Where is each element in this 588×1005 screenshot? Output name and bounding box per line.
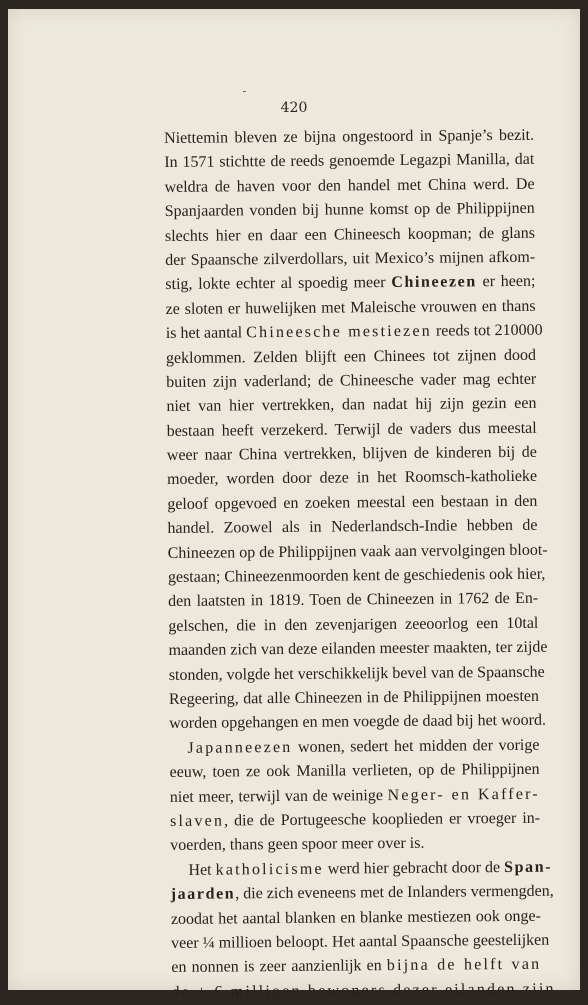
text-line xyxy=(170,758,540,786)
text-segment: Chineezen op de Philippijnen vaak aan vervolgingen bloot- xyxy=(167,541,548,562)
text-segment: veer ¼ millioen beloopt. Het aantal Spaansche geestelijken xyxy=(171,931,550,952)
text-segment: is het aantal xyxy=(165,324,247,343)
emphasized-text: Neger- en Kaffer- xyxy=(387,785,540,804)
text-line xyxy=(167,563,546,591)
text-segment: weldra de haven voor den handel met China werd. De xyxy=(164,175,535,196)
text-line xyxy=(165,294,535,322)
text-line xyxy=(165,270,535,298)
text-line xyxy=(168,660,545,688)
text-line xyxy=(170,855,553,883)
text-segment: der Spaansche zilverdollars, uit Mexico’s mijnen afkom- xyxy=(165,248,536,269)
text-line xyxy=(167,416,537,444)
text-line xyxy=(167,465,537,493)
text-segment: niet meer, terwijl van de weinige xyxy=(169,786,388,806)
text-segment: Niettemin bleven ze bijna ongestoord in Spanje’s bezit. xyxy=(164,126,535,147)
page-number: 420 xyxy=(280,100,308,116)
text-segment: buiten zijn vaderland; de Chineesche vader mag echter xyxy=(166,370,537,391)
text-segment: ze sloten er huwelijken met Maleische vrouwen en thans xyxy=(165,297,536,318)
text-segment: , die zich eveneens met de Inlanders vermengden, xyxy=(235,882,554,903)
text-line xyxy=(171,904,541,932)
text-segment: maanden zich van deze eilanden meester maakten, ter zijde xyxy=(168,638,548,660)
text-segment: stig, lokte echter al spoedig meer xyxy=(165,274,392,294)
body-text xyxy=(164,124,556,1005)
emphasized-text: Chineesche mestiezen xyxy=(246,322,433,342)
text-line xyxy=(171,929,550,957)
text-line xyxy=(168,612,538,640)
text-segment: eeuw, toen ze ook Manilla verlieten, op de Philippijnen xyxy=(169,760,540,782)
text-line xyxy=(170,782,540,810)
text-segment: stonden, volgde het verschikkelijk bevel van de Spaansche xyxy=(168,663,545,684)
text-line xyxy=(171,953,541,981)
text-line xyxy=(167,514,537,542)
text-segment: zoodat het aantal blanken en blanke mestiezen ook onge- xyxy=(170,907,541,928)
text-segment: bestaan heeft verzekerd. Terwijl de vaders dus meestal xyxy=(166,419,537,440)
text-segment: slechts hier en daar een Chineesch koopman; de glans xyxy=(164,224,536,245)
text-line xyxy=(171,977,556,1005)
text-segment: voerden, thans geen spoor meer over is. xyxy=(170,835,425,855)
text-line xyxy=(166,368,536,396)
text-segment: wonen, sedert het midden der vorige xyxy=(292,736,540,756)
text-segment: reeds tot 210000 xyxy=(431,321,543,340)
text-line xyxy=(164,148,534,176)
text-line xyxy=(167,490,537,518)
text-segment: worden opgehangen en men voegde de daad bij het woord. xyxy=(169,712,547,733)
print-speck xyxy=(243,91,246,92)
text-segment: handel. Zoowel als in Nederlandsch-Indie hebben de xyxy=(167,517,538,538)
text-line xyxy=(170,880,554,908)
text-line xyxy=(165,197,535,225)
text-segment: geklommen. Zelden blijft een Chinees tot zijnen dood xyxy=(165,346,537,367)
text-line xyxy=(164,124,534,152)
text-segment: er heen; xyxy=(476,273,536,291)
emphasized-text: Japanneezen xyxy=(187,738,293,757)
emphasized-text: Chineezen xyxy=(391,273,477,292)
text-line xyxy=(164,173,534,201)
text-line xyxy=(167,441,537,469)
emphasized-text: bijna de helft van xyxy=(386,956,542,975)
emphasized-text: de ± 6 millioen bewoners dezer eilanden zijn xyxy=(171,980,556,1001)
emphasized-text: jaarden xyxy=(170,885,236,904)
text-line xyxy=(169,709,547,737)
text-segment: werd hier gebracht door de xyxy=(323,858,505,878)
text-line xyxy=(168,636,548,664)
text-line xyxy=(169,685,539,713)
text-segment: en nonnen is zeer aanzienlijk en xyxy=(171,957,387,977)
text-line xyxy=(166,392,536,420)
text-segment: den laatsten in 1819. Toen de Chineezen in 1762 de En- xyxy=(168,590,539,611)
text-segment: weer naar China vertrekken, blijven de kinderen bij de xyxy=(166,443,537,465)
text-line xyxy=(165,221,535,249)
emphasized-text: Span- xyxy=(504,858,553,876)
text-segment: gestaan; Chineezenmoorden kent de geschiedenis ook hier, xyxy=(167,565,546,587)
text-segment: Regeering, dat alle Chineezen in de Philippijnen moesten xyxy=(168,687,540,708)
text-line xyxy=(165,246,535,274)
text-line xyxy=(168,587,538,615)
text-segment: geloof opgevoed en zoeken meestal een bestaan in den xyxy=(167,492,538,513)
emphasized-text: slaven xyxy=(169,812,225,830)
text-segment: , die de Portugeesche kooplieden er vroeger in- xyxy=(224,809,541,830)
text-line xyxy=(169,734,539,762)
text-line xyxy=(165,319,543,347)
text-line xyxy=(170,831,540,859)
text-segment: gelschen, die in den zevenjarigen zeeoorlog een 10tal xyxy=(168,614,539,635)
emphasized-text: katholicisme xyxy=(215,860,324,879)
text-segment: Spanjaarden vonden bij hunne komst op de Philippijnen xyxy=(164,199,535,221)
book-page xyxy=(8,9,580,1001)
text-segment: niet van hier vertrekken, dan nadat hij zijn gezin een xyxy=(166,395,537,416)
text-segment: In 1571 stichtte de reeds genoemde Legazpi Manilla, dat xyxy=(164,151,535,172)
text-segment: Het xyxy=(188,861,216,879)
text-line xyxy=(166,343,536,371)
text-line xyxy=(167,538,548,566)
text-segment: moeder, worden door deze in het Roomsch-katholieke xyxy=(167,468,538,489)
text-line xyxy=(170,807,540,835)
